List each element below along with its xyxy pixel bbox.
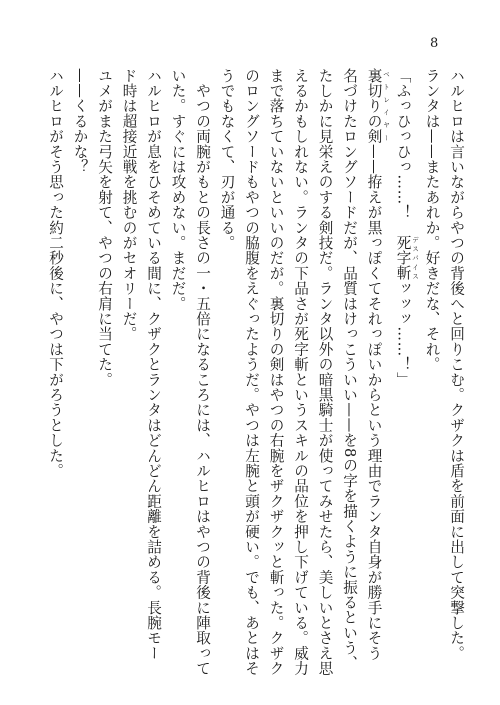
text-line: ハルヒロは言いながらやつの背後へと回りこむ。クザクは盾を前面に出して突撃した。 — [448, 68, 465, 661]
ruby-reading: デスパイス — [411, 235, 419, 281]
text-line: えるかもしれない。ランタの下品さが死字斬というスキルの品位を押し下げている。威力 — [292, 68, 309, 676]
ruby-annotation: 裏切りの剣 ベトレイヤー — [365, 68, 390, 144]
text-line: ド時は超接近戦を挑むのがセオリーだ。 — [120, 68, 138, 342]
text-line: 裏切りの剣 ベトレイヤー——拵えが黒っぽくてそれっぽいからという理由でランタ自身が勝手にそう — [365, 68, 390, 661]
text-line: やつの両腕がもとの長さの一・五倍になるころには、ハルヒロはやつの背後に陣取って — [194, 68, 211, 676]
text-line: のロングソードもやつの脇腹をえぐったようだ。やつは左腕と頭が硬い。でも、あとはそ — [243, 68, 260, 676]
text-line: ——くるかな？ — [71, 68, 89, 175]
ruby-reading: ベトレイヤー — [382, 68, 390, 144]
text-line: いた。すぐには攻めない。まだだ。 — [169, 68, 187, 312]
text-line: まで落ちていないといいのだが。裏切りの剣はやつの右腕をザクザクッと斬った。クザク — [267, 68, 285, 676]
text-line: ハルヒロがそう思った約二秒後に、やつは下がろうとした。 — [47, 68, 64, 479]
ruby-annotation: 死字斬 デスパイス — [394, 235, 419, 281]
novel-text-column-block — [43, 68, 469, 680]
text-line: 「ふっひっひっ……！ 死字斬 デスパイスッッッ……！」 — [394, 68, 419, 388]
text-line: ランタは——またあれか。好きだな、それ。 — [423, 68, 441, 372]
text-line: たしかに見栄えのする剣技だ。ランタ以外の暗黒騎士が使ってみせたら、美しいとさえ思 — [316, 68, 334, 676]
page-number: 8 — [430, 36, 439, 51]
text-line: ハルヒロが息をひそめている間に、クザクとランタはどんどん距離を詰める。長腕モー — [145, 68, 162, 661]
text-line: ユメがまた弓矢を射て、やつの右肩に当てた。 — [96, 68, 113, 388]
text-line: うでもなくて、刃が通る。 — [218, 68, 236, 251]
text-line: 名づけたロングソードだが、品質はけっこういい——を8の字を描くように振るという、 — [341, 68, 358, 671]
